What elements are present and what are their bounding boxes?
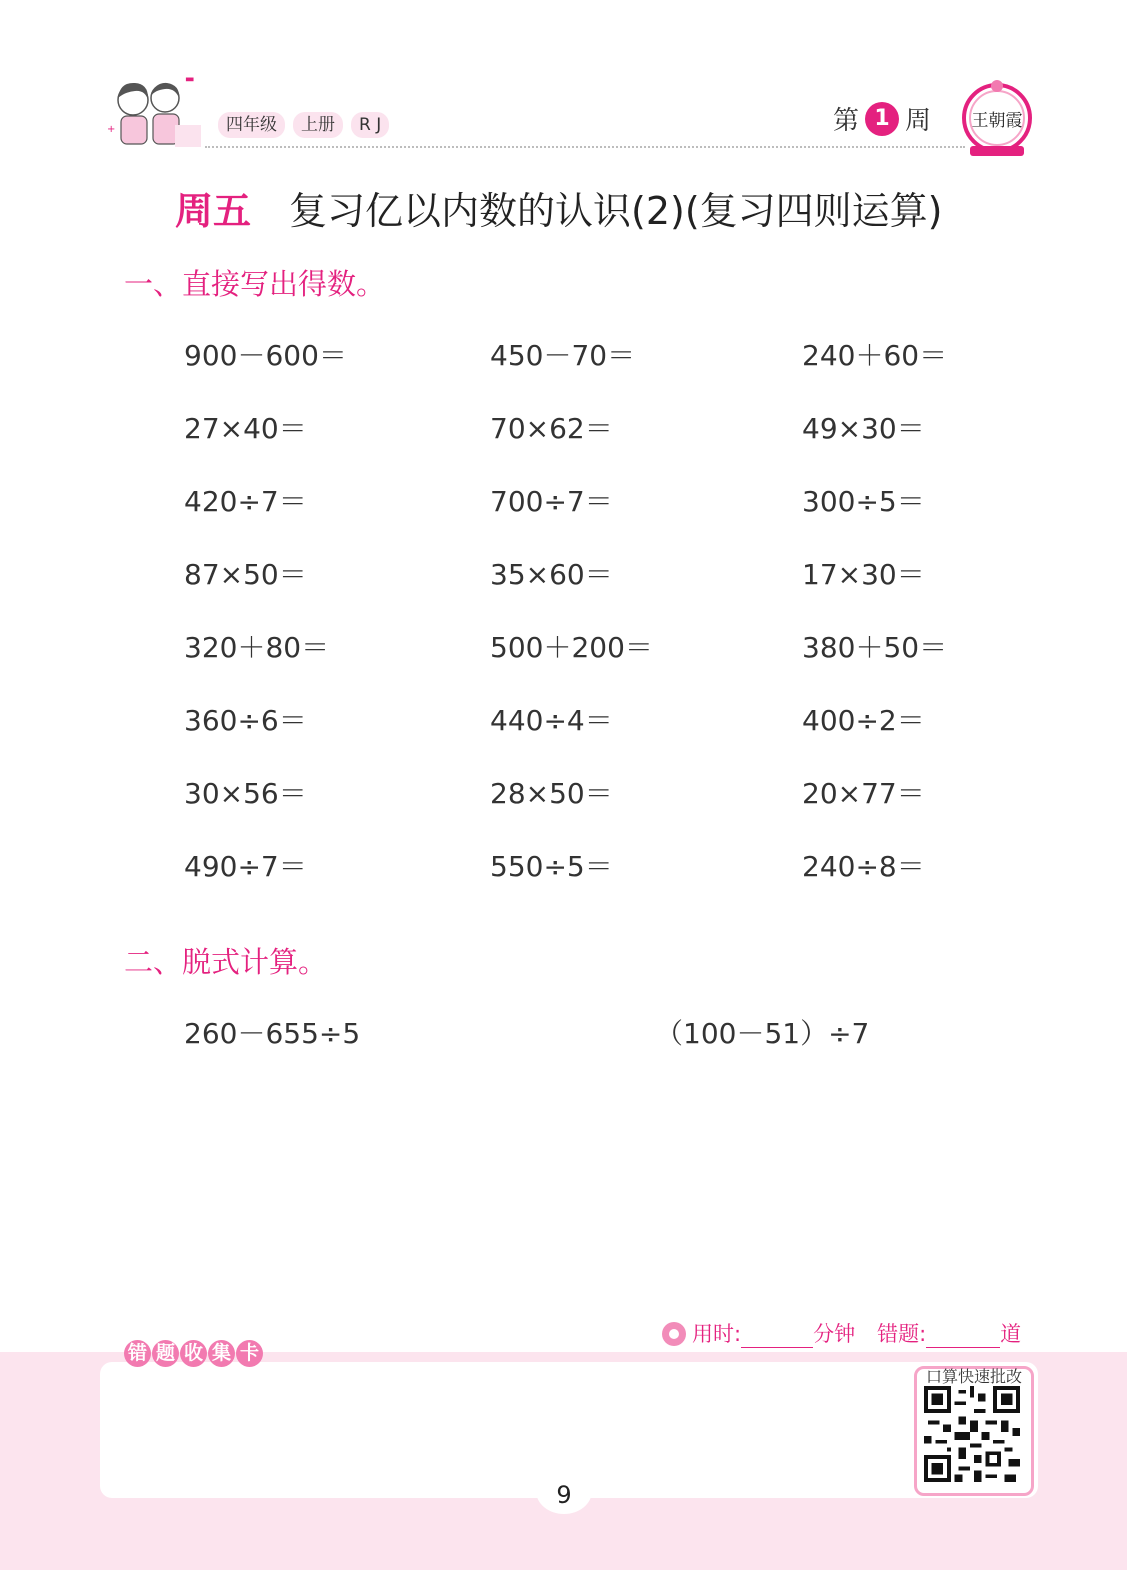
problem: 420÷7＝ [184,485,307,518]
timing-record [662,1318,1021,1348]
problem: 17×30＝ [802,558,925,591]
volume-tag: 上册 [293,112,343,138]
header-divider [205,146,965,148]
problem: 35×60＝ [490,558,613,591]
lesson-title: 复习亿以内数的认识(2)(复习四则运算) [289,189,943,233]
problem: 550÷5＝ [490,850,613,883]
problem: 490÷7＝ [184,850,307,883]
page-title [175,180,943,235]
problem: 500＋200＝ [490,631,653,664]
minutes-unit: 分钟 [813,1322,856,1346]
section-heading-stepwise: 二、脱式计算。 [124,945,328,979]
time-label: 用时: [692,1322,742,1346]
problem: 380＋50＝ [802,631,948,664]
problem: 70×62＝ [490,412,613,445]
problem-row [184,480,1024,553]
errors-label: 错题: [877,1322,927,1346]
problem-row [184,772,1024,845]
problem: 87×50＝ [184,558,307,591]
problem: 240＋60＝ [802,339,948,372]
qr-caption: 口算快速批改 [926,1367,1023,1386]
stepwise-problem: （100－51）÷7 [655,1017,870,1050]
week-number: 1 [874,106,890,131]
card-title-char: 题 [152,1340,179,1367]
stopwatch-icon [662,1322,686,1346]
grade-tag: 四年级 [218,112,285,138]
week-prefix: 第 [833,106,860,136]
week-indicator [833,100,931,137]
card-title-char: 错 [124,1340,151,1367]
children-illustration [105,70,205,160]
time-blank[interactable] [741,1329,813,1348]
weekday-label: 周五 [175,189,252,233]
problem: 300÷5＝ [802,485,925,518]
section-heading-oral: 一、直接写出得数。 [124,267,386,301]
problem-row [184,334,1024,407]
card-title-char: 集 [208,1340,235,1367]
stepwise-problem: 260－655÷5 [184,1017,361,1050]
problem: 49×30＝ [802,412,925,445]
alarm-clock-icon [865,102,899,136]
problem: 320＋80＝ [184,631,330,664]
mistake-card-title [124,1340,263,1367]
oral-problem-grid [184,334,1024,918]
svg-text:王朝霞: 王朝霞 [971,111,1023,131]
problem: 30×56＝ [184,777,307,810]
problem-row [184,699,1024,772]
problem-row [184,626,1024,699]
brand-seal-logo [960,76,1034,160]
problem: 360÷6＝ [184,704,307,737]
book-info-tags [218,112,389,138]
problem: 440÷4＝ [490,704,613,737]
edition-tag: R J [351,112,389,138]
qr-code-icon[interactable] [922,1386,1022,1482]
problem: 20×77＝ [802,777,925,810]
card-title-char: 卡 [236,1340,263,1367]
svg-text:+: + [107,124,116,135]
problem: 27×40＝ [184,412,307,445]
svg-text:▬: ▬ [185,74,195,85]
week-suffix: 周 [905,106,932,136]
problem: 400÷2＝ [802,704,925,737]
problem-row [184,845,1024,918]
problem: 900－600＝ [184,339,347,372]
errors-blank[interactable] [926,1329,1000,1348]
problem: 700÷7＝ [490,485,613,518]
card-title-char: 收 [180,1340,207,1367]
problem-row [184,407,1024,480]
problem: 28×50＝ [490,777,613,810]
problem-row [184,553,1024,626]
problem: 240÷8＝ [802,850,925,883]
errors-unit: 道 [1000,1322,1022,1346]
problem: 450－70＝ [490,339,636,372]
page-number: 9 [556,1481,572,1509]
